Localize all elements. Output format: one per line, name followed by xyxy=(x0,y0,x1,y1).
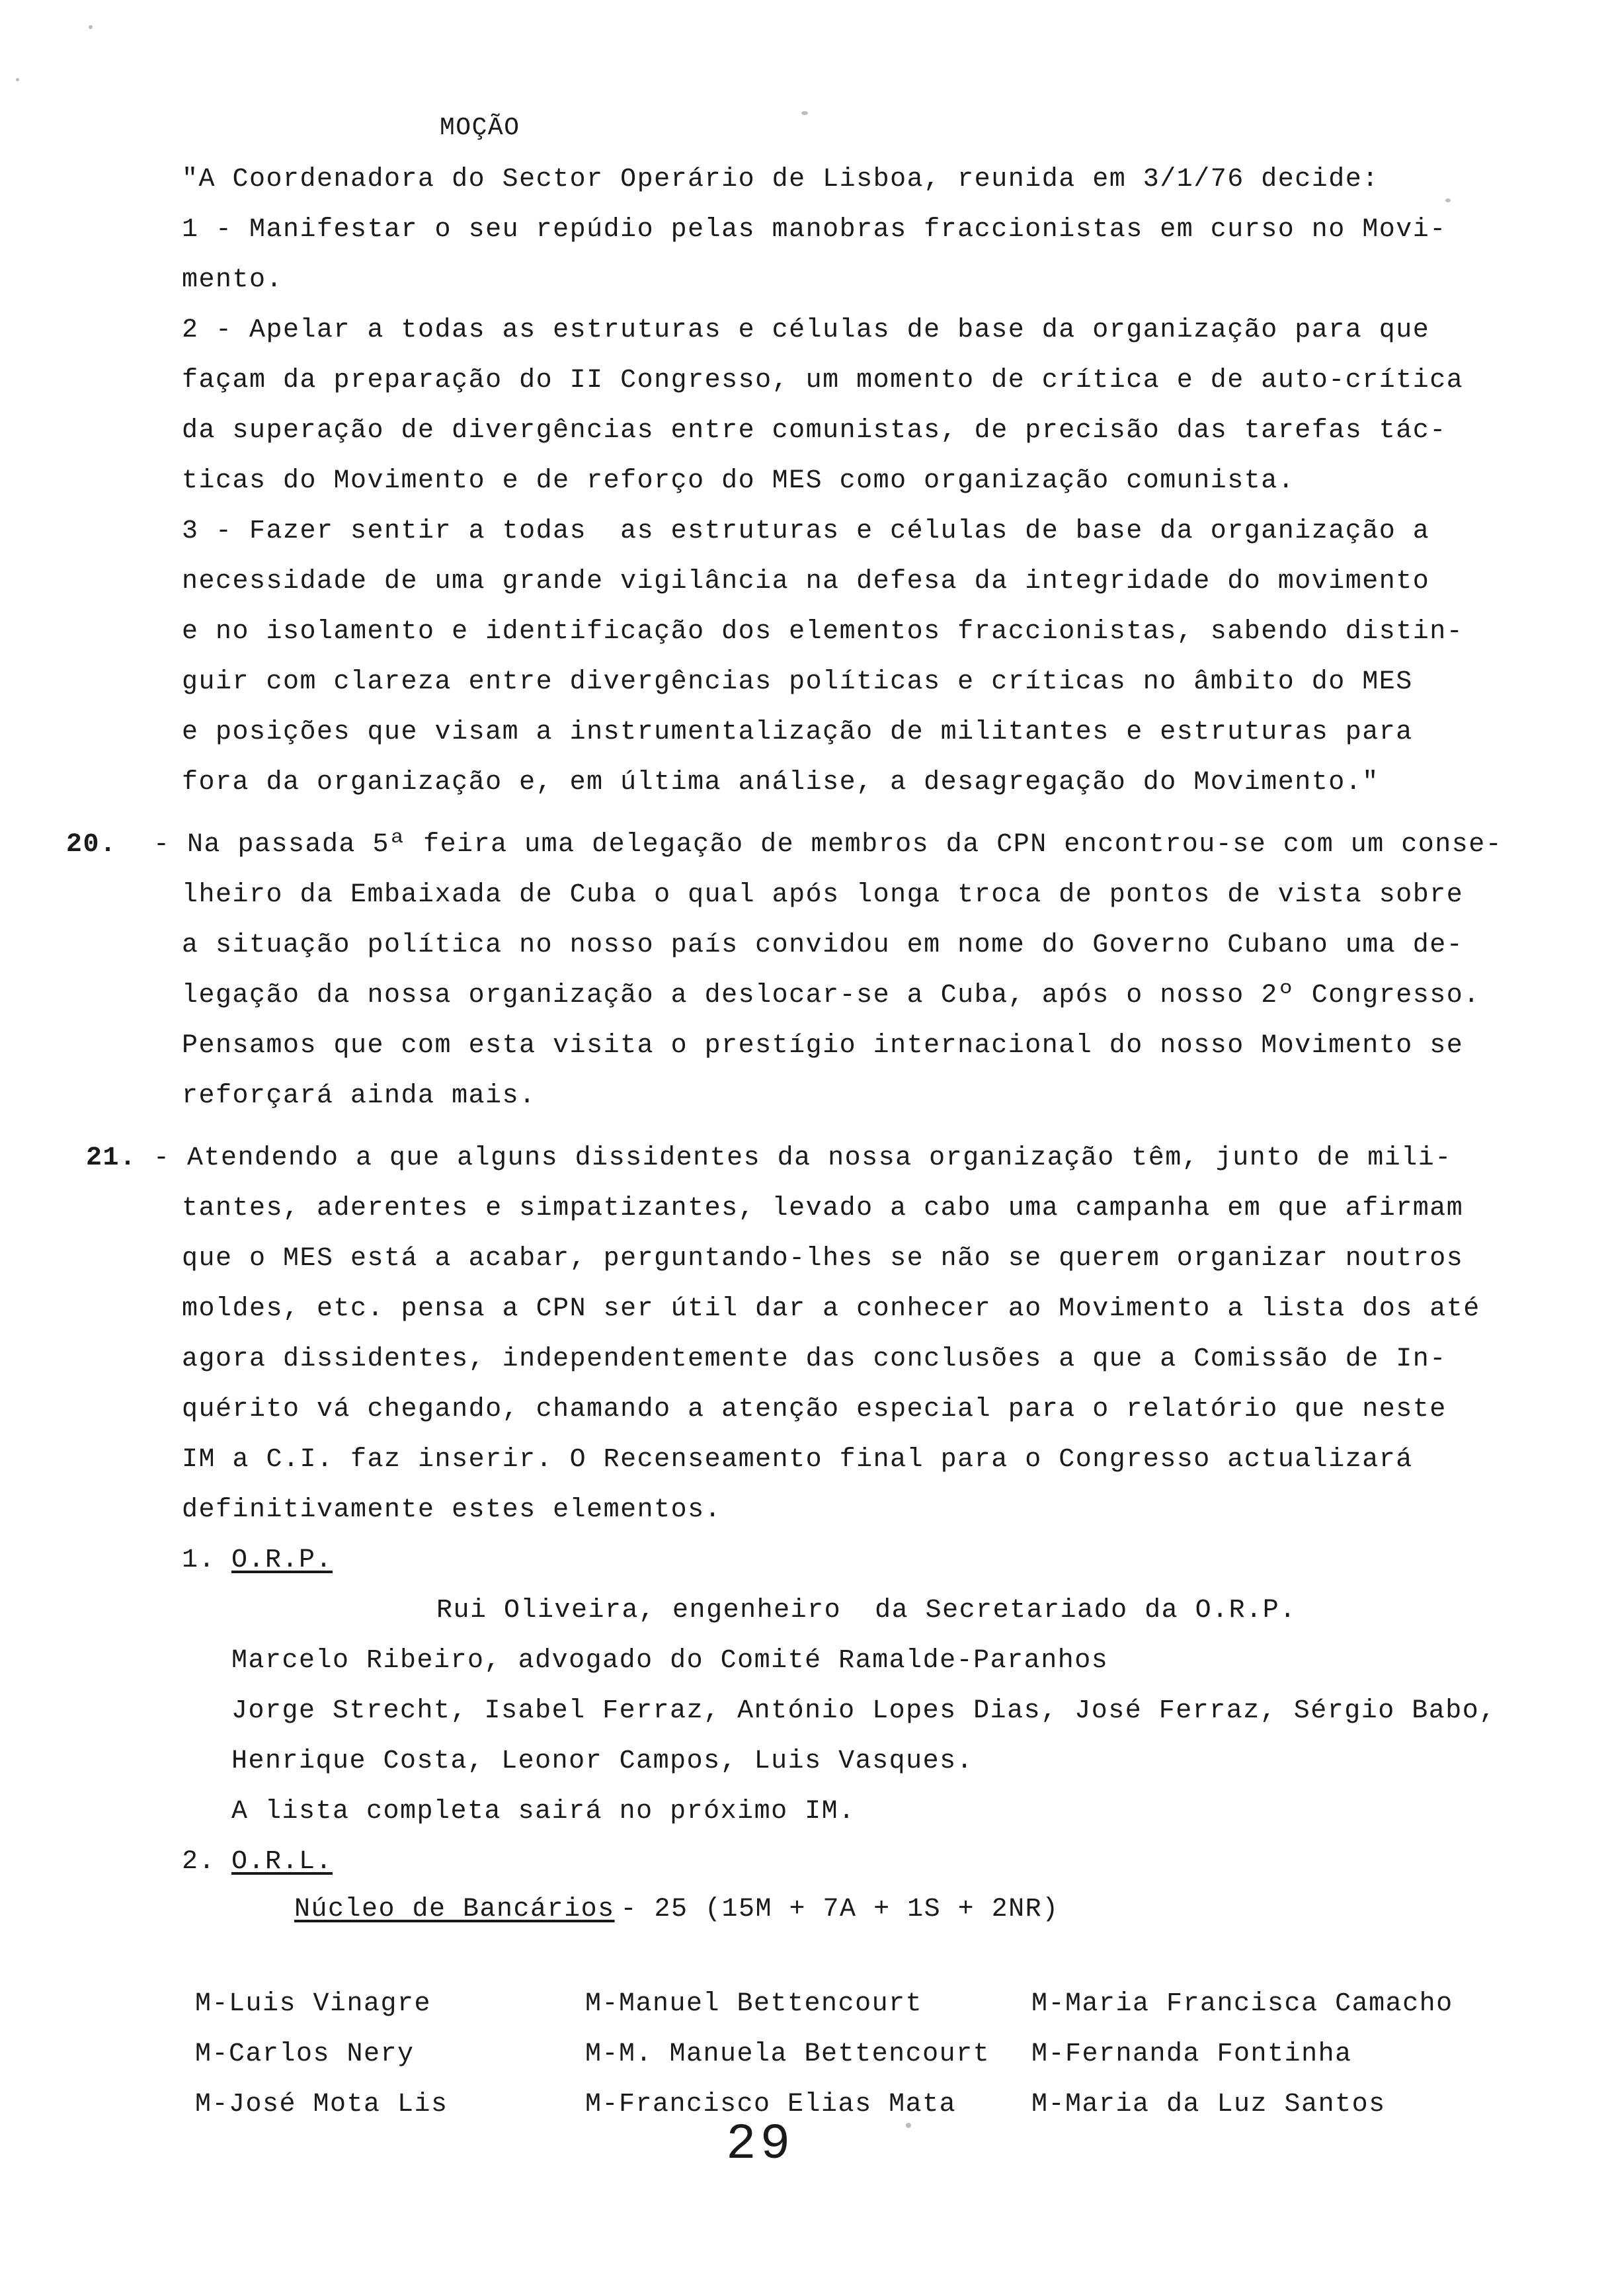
orl-label: O.R.L. xyxy=(231,1847,333,1877)
scan-speck xyxy=(1445,198,1451,202)
item20-line: lheiro da Embaixada de Cuba o qual após longa troca de pontos de vista sobre xyxy=(182,880,1464,910)
member-name: M-Fernanda Fontinha xyxy=(1031,2039,1352,2069)
member-name: M-Carlos Nery xyxy=(195,2039,415,2069)
item21-line: tantes, aderentes e simpatizantes, levado a cabo uma campanha em que afirmam xyxy=(182,1194,1464,1223)
motion-line: 1 - Manifestar o seu repúdio pelas manobras fraccionistas em curso no Movi- xyxy=(182,215,1447,245)
item21-line: moldes, etc. pensa a CPN ser útil dar a conhecer ao Movimento a lista dos até xyxy=(182,1294,1480,1324)
motion-heading: MOÇÃO xyxy=(440,114,520,142)
page-number: 29 xyxy=(726,2116,795,2173)
item20-line: a situação política no nosso país convidou em nome do Governo Cubano uma de- xyxy=(182,930,1464,960)
motion-line: façam da preparação do II Congresso, um momento de crítica e de auto-crítica xyxy=(182,366,1464,395)
item20-line: reforçará ainda mais. xyxy=(182,1081,536,1111)
scan-speck xyxy=(89,25,93,29)
motion-line: da superação de divergências entre comunistas, de precisão das tarefas tác- xyxy=(182,416,1447,446)
member-name: M-Manuel Bettencourt xyxy=(585,1989,923,2019)
motion-intro: "A Coordenadora do Sector Operário de Lisboa, reunida em 3/1/76 decide: xyxy=(182,165,1379,194)
scan-speck xyxy=(801,111,808,115)
orl-label-number: 2. xyxy=(182,1847,216,1877)
item21-line: - Atendendo a que alguns dissidentes da nossa organização têm, junto de mili- xyxy=(153,1143,1452,1173)
item21-line: agora dissidentes, independentemente das conclusões a que a Comissão de In- xyxy=(182,1344,1447,1374)
item21-line: IM a C.I. faz inserir. O Recenseamento final para o Congresso actualizará xyxy=(182,1445,1413,1475)
item-number: 20. xyxy=(66,830,117,860)
item21-line: quérito vá chegando, chamando a atenção especial para o relatório que neste xyxy=(182,1395,1447,1424)
orp-label: O.R.P. xyxy=(231,1545,333,1575)
member-name: M-Maria Francisca Camacho xyxy=(1031,1989,1453,2019)
motion-line: mento. xyxy=(182,265,284,295)
scan-speck xyxy=(906,2123,911,2128)
item20-line: Pensamos que com esta visita o prestígio internacional do nosso Movimento se xyxy=(182,1031,1464,1061)
motion-line: necessidade de uma grande vigilância na defesa da integridade do movimento xyxy=(182,567,1430,596)
orp-line: Rui Oliveira, engenheiro da Secretariado da O.R.P. xyxy=(436,1596,1297,1625)
scan-speck xyxy=(16,78,19,81)
member-name: M-Francisco Elias Mata xyxy=(585,2090,957,2119)
member-name: M-Maria da Luz Santos xyxy=(1031,2090,1386,2119)
nucleo-count: - 25 (15M + 7A + 1S + 2NR) xyxy=(604,1895,1059,1924)
motion-line: 2 - Apelar a todas as estruturas e células de base da organização para que xyxy=(182,315,1430,345)
motion-line: guir com clareza entre divergências políticas e críticas no âmbito do MES xyxy=(182,667,1413,697)
motion-line: e no isolamento e identificação dos elementos fraccionistas, sabendo distin- xyxy=(182,617,1464,647)
orp-label-number: 1. xyxy=(182,1545,216,1575)
orp-line: Jorge Strecht, Isabel Ferraz, António Lopes Dias, José Ferraz, Sérgio Babo, xyxy=(231,1696,1496,1726)
item20-line: - Na passada 5ª feira uma delegação de membros da CPN encontrou-se com um conse- xyxy=(153,830,1503,860)
motion-line: fora da organização e, em última análise, a desagregação do Movimento." xyxy=(182,768,1379,798)
member-name: M-M. Manuela Bettencourt xyxy=(585,2039,990,2069)
item20-line: legação da nossa organização a deslocar-se a Cuba, após o nosso 2º Congresso. xyxy=(182,981,1480,1010)
motion-line: 3 - Fazer sentir a todas as estruturas e células de base da organização a xyxy=(182,516,1430,546)
item-number: 21. xyxy=(86,1143,137,1173)
member-name: M-Luis Vinagre xyxy=(195,1989,432,2019)
orp-line: A lista completa sairá no próximo IM. xyxy=(231,1797,856,1826)
motion-line: e posições que visam a instrumentalização de militantes e estruturas para xyxy=(182,718,1413,747)
item21-line: que o MES está a acabar, perguntando-lhes se não se querem organizar noutros xyxy=(182,1244,1464,1274)
item21-line: definitivamente estes elementos. xyxy=(182,1495,722,1525)
orp-line: Henrique Costa, Leonor Campos, Luis Vasques. xyxy=(231,1746,974,1776)
member-name: M-José Mota Lis xyxy=(195,2090,448,2119)
motion-line: ticas do Movimento e de reforço do MES como organização comunista. xyxy=(182,466,1295,496)
nucleo-title: Núcleo de Bancários xyxy=(294,1895,615,1924)
orp-line: Marcelo Ribeiro, advogado do Comité Ramalde-Paranhos xyxy=(231,1646,1109,1676)
